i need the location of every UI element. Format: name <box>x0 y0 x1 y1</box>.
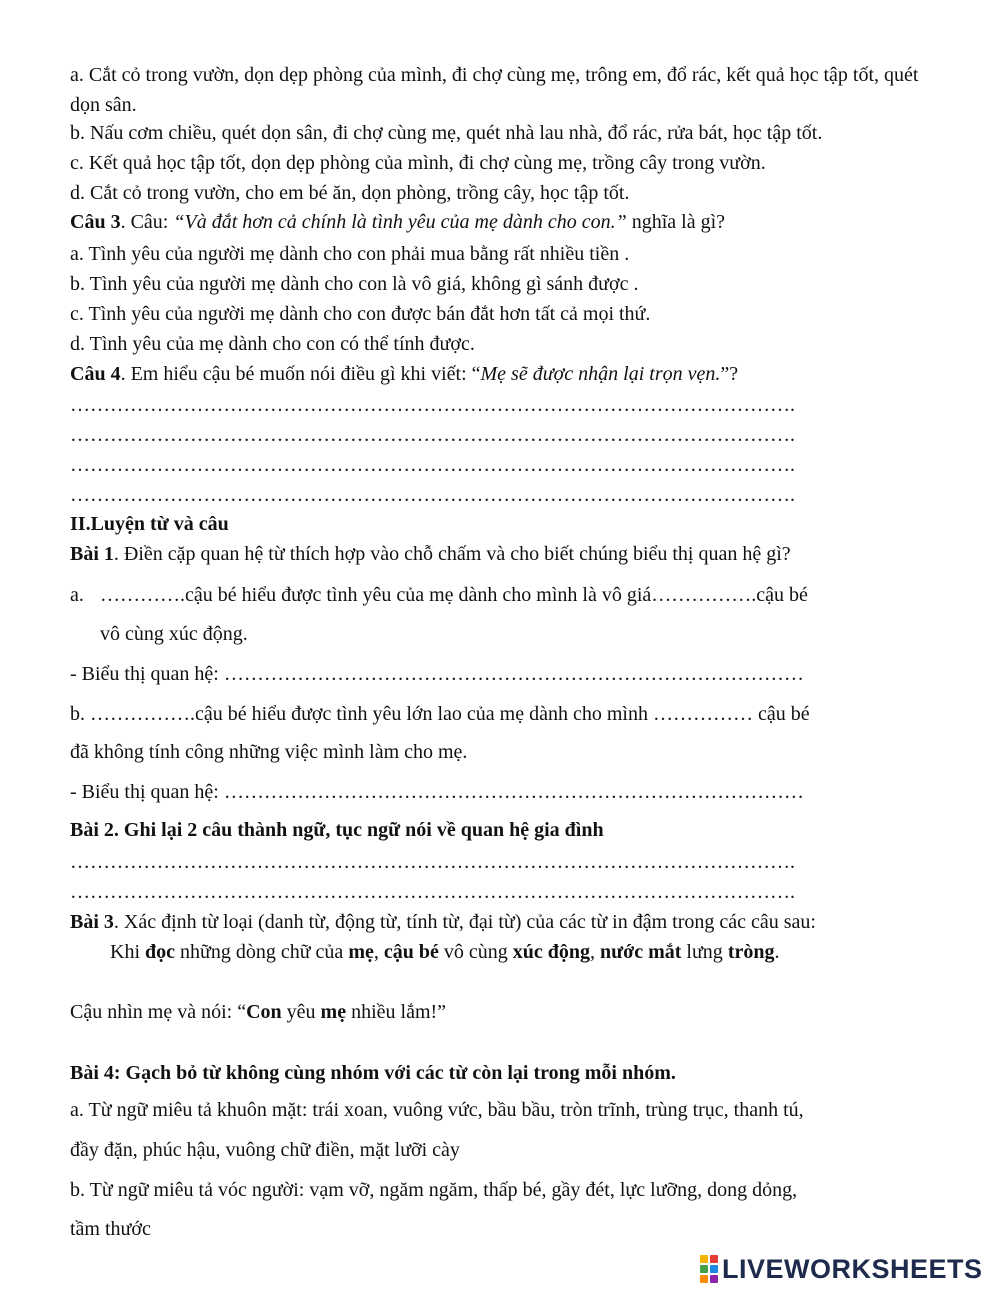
q4-pre: . Em hiểu cậu bé muốn nói điều gì khi viết: “ <box>120 363 481 385</box>
q3-pre: . Câu: <box>120 211 174 233</box>
s1-text: . <box>774 941 780 963</box>
relation-answer-blank[interactable]: …………………………………………………………………………… <box>223 781 804 803</box>
q3-option-d: d. Tình yêu của mẹ dành cho con có thể tính được. <box>70 333 475 355</box>
bai4-b-line2: tầm thước <box>70 1218 151 1240</box>
logo-block <box>710 1275 718 1283</box>
q4-post: ”? <box>720 363 739 385</box>
bai1-a-end: cậu bé <box>756 584 808 606</box>
q4-answer-line[interactable]: ………………………………………………………………………………………………. <box>70 484 795 506</box>
bai1-b-blank2[interactable]: …………… <box>652 703 753 725</box>
bai4-title-text: Bài 4: Gạch bỏ từ không cùng nhóm với các từ còn lại trong mỗi nhóm. <box>70 1062 676 1084</box>
relation-label: - Biểu thị quan hệ: <box>70 781 224 803</box>
bai3-label: Bài 3 <box>70 911 114 933</box>
bai1-b-line <box>70 702 810 726</box>
bai1-instruction <box>70 542 791 566</box>
s2-text: nhiều lắm!” <box>346 1001 447 1023</box>
q3-option-c: c. Tình yêu của người mẹ dành cho con được bán đắt hơn tất cả mọi thứ. <box>70 303 651 325</box>
section-title-text: II.Luyện từ và câu <box>70 513 229 535</box>
bai1-a-blank2[interactable]: ……………. <box>651 584 757 606</box>
section-title <box>70 512 229 536</box>
bai4-a-line1: a. Từ ngữ miêu tả khuôn mặt: trái xoan, vuông vức, bầu bầu, tròn trĩnh, trùng trục, thanh tú, <box>70 1099 804 1121</box>
bold-word: tròng <box>727 941 775 963</box>
bai1-a-line2: vô cùng xúc động. <box>100 623 248 645</box>
relation-answer-blank[interactable]: …………………………………………………………………………… <box>223 663 804 685</box>
bold-word: nước mắt <box>600 941 682 963</box>
logo-block <box>700 1265 708 1273</box>
logo-text: LIVEWORKSHEETS <box>722 1253 983 1284</box>
s1-text: , <box>590 941 600 963</box>
bai4-b-line1: b. Từ ngữ miêu tả vóc người: vạm vỡ, ngăm ngăm, thấp bé, gầy đét, lực lưỡng, dong dỏng, <box>70 1179 798 1201</box>
bold-word: đọc <box>145 941 175 963</box>
q3-post: nghĩa là gì? <box>626 211 726 233</box>
logo-block <box>700 1255 708 1263</box>
bai1-a-text: cậu bé hiểu được tình yêu của mẹ dành cho mình là vô giá <box>185 584 652 606</box>
s1-text: Khi <box>110 941 145 963</box>
bai1-a-line <box>70 583 940 607</box>
logo-block <box>700 1275 708 1283</box>
bold-word: mẹ <box>348 941 374 963</box>
s1-text: những dòng chữ của <box>175 941 349 963</box>
bai1-a-relation <box>70 662 804 686</box>
bai1-a-blank1[interactable]: …………. <box>100 584 185 606</box>
bold-word: cậu bé <box>383 941 439 963</box>
q3-label: Câu 3 <box>70 211 121 233</box>
q4-label: Câu 4 <box>70 363 121 385</box>
bai2-answer-line[interactable]: ………………………………………………………………………………………………. <box>70 881 795 903</box>
q2-option-c: c. Kết quả học tập tốt, dọn dẹp phòng của mình, đi chợ cùng mẹ, trồng cây trong vườn. <box>70 152 766 174</box>
bai4-title <box>70 1061 676 1085</box>
q3-option-a: a. Tình yêu của người mẹ dành cho con phải mua bằng rất nhiều tiền . <box>70 243 630 265</box>
bai2-title <box>70 818 604 842</box>
s2-text: Cậu nhìn mẹ và nói: “ <box>70 1001 247 1023</box>
bai2-answer-line[interactable]: ………………………………………………………………………………………………. <box>70 851 795 873</box>
q4-answer-line[interactable]: ………………………………………………………………………………………………. <box>70 454 795 476</box>
relation-label: - Biểu thị quan hệ: <box>70 663 224 685</box>
q3-option-b: b. Tình yêu của người mẹ dành cho con là vô giá, không gì sánh được . <box>70 273 639 295</box>
bai1-b-line2: đã không tính công những việc mình làm cho mẹ. <box>70 741 468 763</box>
bai3-sentence-2 <box>70 1000 446 1024</box>
q4-answer-line[interactable]: ………………………………………………………………………………………………. <box>70 394 795 416</box>
q4-answer-line[interactable]: ………………………………………………………………………………………………. <box>70 424 795 446</box>
bai3-text: . Xác định từ loại (danh từ, động từ, tính từ, đại từ) của các từ in đậm trong các câu sau: <box>113 911 816 933</box>
bai1-b-text: cậu bé hiểu được tình yêu lớn lao của mẹ dành cho mình <box>195 703 653 725</box>
q2-option-d: d. Cắt cỏ trong vườn, cho em bé ăn, dọn phòng, trồng cây, học tập tốt. <box>70 182 630 204</box>
bai3-instruction <box>70 910 816 934</box>
q3-question <box>70 210 725 234</box>
q3-quote: “Và đắt hơn cả chính là tình yêu của mẹ dành cho con.” <box>173 211 627 233</box>
bai1-label: Bài 1 <box>70 543 114 565</box>
bold-word: xúc động <box>512 941 590 963</box>
q2-option-a: a. Cắt cỏ trong vườn, dọn dẹp phòng của mình, đi chợ cùng mẹ, trông em, đổ rác, kết quả học tập tốt, quét dọn sân. <box>70 64 919 116</box>
s2-text: yêu <box>281 1001 321 1023</box>
bai1-b-prefix: b. <box>70 703 90 725</box>
bai4-a-line2: đầy đặn, phúc hậu, vuông chữ điền, mặt lưỡi cày <box>70 1139 460 1161</box>
logo-block <box>710 1265 718 1273</box>
bai2-title-text: Bài 2. Ghi lại 2 câu thành ngữ, tục ngữ nói về quan hệ gia đình <box>70 819 604 841</box>
q2-option-b: b. Nấu cơm chiều, quét dọn sân, đi chợ cùng mẹ, quét nhà lau nhà, đổ rác, rửa bát, học tập tốt. <box>70 122 823 144</box>
q4-quote: Mẹ sẽ được nhận lại trọn vẹn. <box>480 363 721 385</box>
bai1-b-end: cậu bé <box>752 703 810 725</box>
q4-question <box>70 362 738 386</box>
logo-blocks-icon <box>700 1255 718 1283</box>
s1-text: , <box>373 941 384 963</box>
s1-text: vô cùng <box>438 941 513 963</box>
bai1-a-prefix: a. <box>70 584 84 606</box>
bai1-text: . Điền cặp quan hệ từ thích hợp vào chỗ chấm và cho biết chúng biểu thị quan hệ gì? <box>113 543 791 565</box>
logo-block <box>710 1255 718 1263</box>
liveworksheets-logo <box>700 1252 983 1286</box>
bold-word: Con <box>246 1001 282 1023</box>
bai1-b-relation <box>70 780 804 804</box>
s1-text: lưng <box>681 941 728 963</box>
bai1-b-blank1[interactable]: ……………. <box>90 703 195 725</box>
bai3-sentence-1 <box>110 940 779 964</box>
bold-word: mẹ <box>320 1001 347 1023</box>
